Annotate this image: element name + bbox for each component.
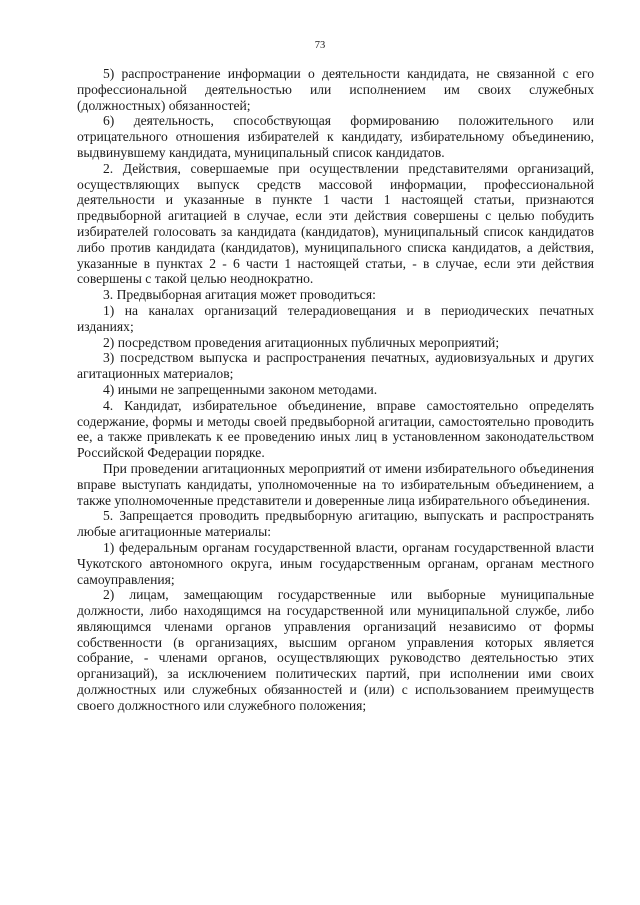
paragraph-section-5-item-2: 2) лицам, замещающим государственные или выборные муниципальные должности, либо находящимся на государственной или муниципальной службе, либо являющимся членами органов управления организаций независимо от формы собственности (в организациях, высшим органом управления которых является собрание, - членами органов, осуществляющих руководство деятельностью этих организаций), за исключением политических партий, при исполнении ими своих должностных или служебных обязанностей и (или) с использованием преимуществ своего должностного или служебного положения; [77,587,594,713]
paragraph-item-6: 6) деятельность, способствующая формированию положительного или отрицательного отношения избирателей к кандидату, избирательному объединению, выдвинувшему кандидата, муниципальный список кандидатов. [77,113,594,160]
paragraph-section-5: 5. Запрещается проводить предвыборную агитацию, выпускать и распространять любые агитационные материалы: [77,508,594,540]
paragraph-section-3-item-2: 2) посредством проведения агитационных публичных мероприятий; [103,334,500,350]
page-number: 73 [314,40,326,51]
paragraph-section-3: 3. Предвыборная агитация может проводиться: [103,287,376,303]
paragraph-section-3-item-4: 4) иными не запрещенными законом методами. [103,381,378,397]
paragraph-section-3-item-3: 3) посредством выпуска и распространения печатных, аудиовизуальных и других агитационных материалов; [77,350,594,382]
paragraph-section-5-item-1: 1) федеральным органам государственной власти, органам государственной власти Чукотского автономного округа, иным государственным органам, органам местного самоуправления; [77,539,594,587]
document-body [77,66,594,714]
paragraph-section-2: 2. Действия, совершаемые при осуществлении представителями организаций, осуществляющих выпуск средств массовой информации, профессиональной деятельности и указанные в пункте 1 части 1 настоящей статьи, признаются предвыборной агитацией в случае, если эти действия совершены с целью побудить избирателей голосовать за кандидата (кандидатов), муниципальный список кандидатов либо против кандидата (кандидатов), муниципального списка кандидатов, а действия, указанные в пунктах 2 - 6 части 1 настоящей статьи, - в случае, если эти действия совершены с такой целью неоднократно. [77,160,594,287]
paragraph-section-3-item-1: 1) на каналах организаций телерадиовещания и в периодических печатных изданиях; [77,302,594,334]
paragraph-section-4: 4. Кандидат, избирательное объединение, вправе самостоятельно определять содержание, формы и методы своей предвыборной агитации, самостоятельно проводить ее, а также привлекать к ее проведению иных лиц в установленном законодательством Российской Федерации порядке. [77,397,594,461]
paragraph-section-4-continued: При проведении агитационных мероприятий от имени избирательного объединения вправе выступать кандидаты, уполномоченные на то избирательным объединением, а также уполномоченные представители и доверенные лица избирательного объединения. [77,460,594,508]
paragraph-item-5: 5) распространение информации о деятельности кандидата, не связанной с его профессиональной деятельностью или исполнением им своих служебных (должностных) обязанностей; [77,66,594,113]
